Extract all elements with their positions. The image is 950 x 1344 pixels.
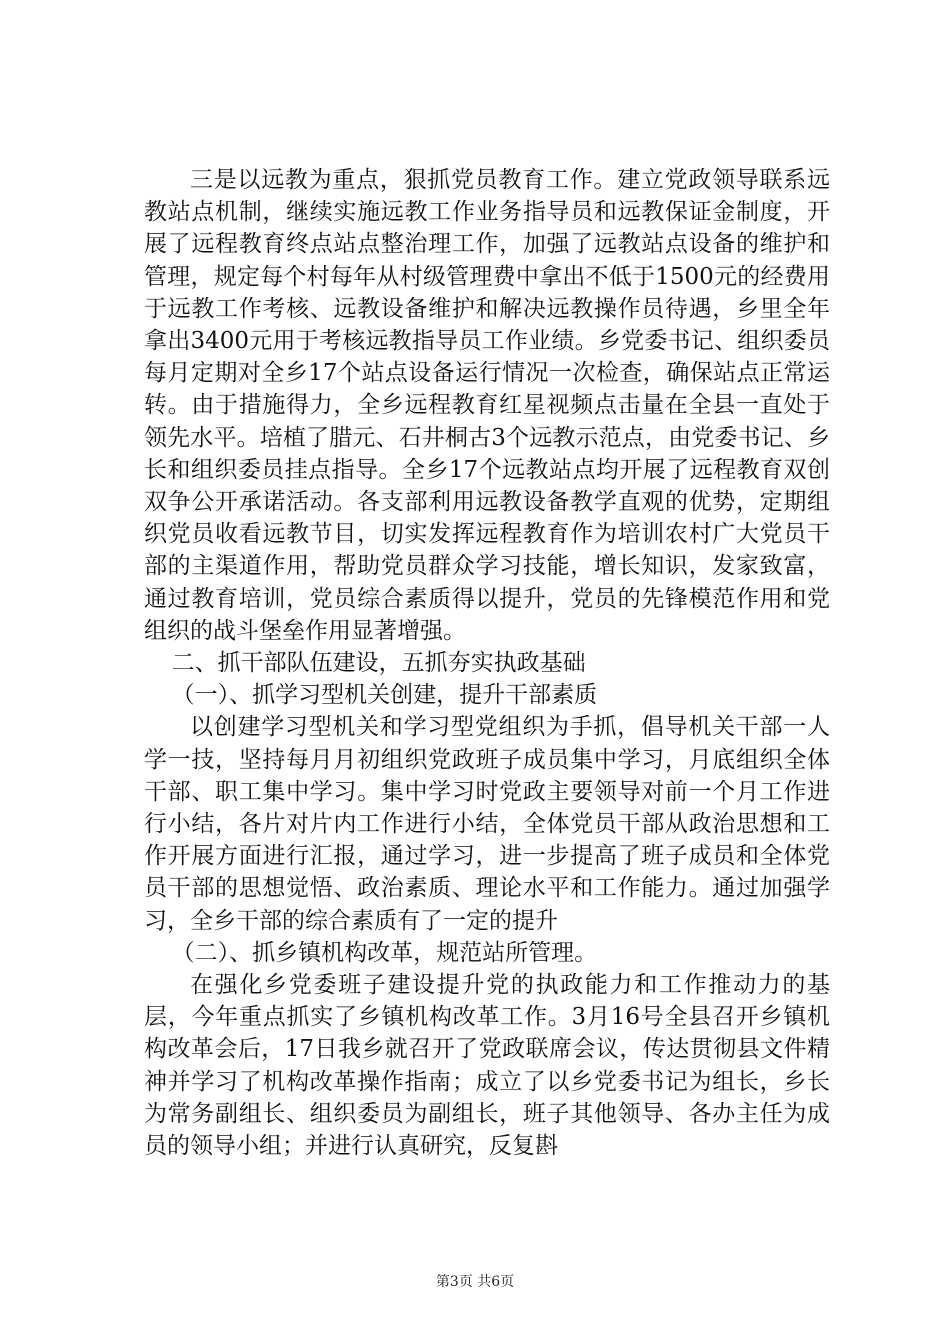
page-number-footer: 第3页 共6页 xyxy=(435,1274,515,1290)
paragraph-learning-organ: 以创建学习型机关和学习型党组织为手抓，倡导机关干部一人学一技，坚持每月月初组织党政班子成员集中学习，月底组织全体干部、职工集中学习。集中学习时党政主要领导对前一个月工作进行小结，各片对片内工作进行小结，全体党员干部从政治思想和工作开展方面进行汇报，通过学习，进一步提高了班子成员和全体党员干部的思想觉悟、政治素质、理论水平和工作能力。通过加强学习，全乡干部的综合素质有了一定的提升 xyxy=(144,714,830,934)
section-heading-cadre-building: 二、抓干部队伍建设，五抓夯实执政基础 xyxy=(171,650,586,677)
subsection-heading-learning-organ: （一）、抓学习型机关创建，提升干部素质 xyxy=(171,682,598,709)
paragraph-institution-reform: 在强化乡党委班子建设提升党的执政能力和工作推动力的基层，今年重点抓实了乡镇机构改革工作。3月16号全县召开乡镇机构改革会后，17日我乡就召开了党政联席会议，传达贯彻县文件精神并学习了机构改革操作指南；成立了以乡党委书记为组长，乡长为常务副组长、组织委员为副组长，班子其他领导、各办主任为成员的领导小组；并进行认真研究，反复斟 xyxy=(144,972,830,1160)
document-body xyxy=(144,164,830,1162)
paragraph-remote-education: 三是以远教为重点，狠抓党员教育工作。建立党政领导联系远教站点机制，继续实施远教工作业务指导员和远教保证金制度，开展了远程教育终点站点整治理工作，加强了远教站点设备的维护和管理，规定每个村每年从村级管理费中拿出不低于1500元的经费用于远教工作考核、远教设备维护和解决远教操作员待遇，乡里全年拿出3400元用于考核远教指导员工作业绩。乡党委书记、组织委员每月定期对全乡17个站点设备运行情况一次检查，确保站点正常运转。由于措施得力，全乡远程教育红星视频点击量在全县一直处于领先水平。培植了腊元、石井桐古3个远教示范点，由党委书记、乡长和组织委员挂点指导。全乡17个远教站点均开展了远程教育双创双争公开承诺活动。各支部利用远教设备教学直观的优势，定期组织党员收看远教节目，切实发挥远程教育作为培训农村广大党员干部的主渠道作用，帮助党员群众学习技能，增长知识，发家致富，通过教育培训，党员综合素质得以提升，党员的先锋模范作用和党组织的战斗堡垒作用显著增强。 xyxy=(144,167,830,644)
subsection-heading-institution-reform: （二）、抓乡镇机构改革，规范站所管理。 xyxy=(171,939,598,966)
